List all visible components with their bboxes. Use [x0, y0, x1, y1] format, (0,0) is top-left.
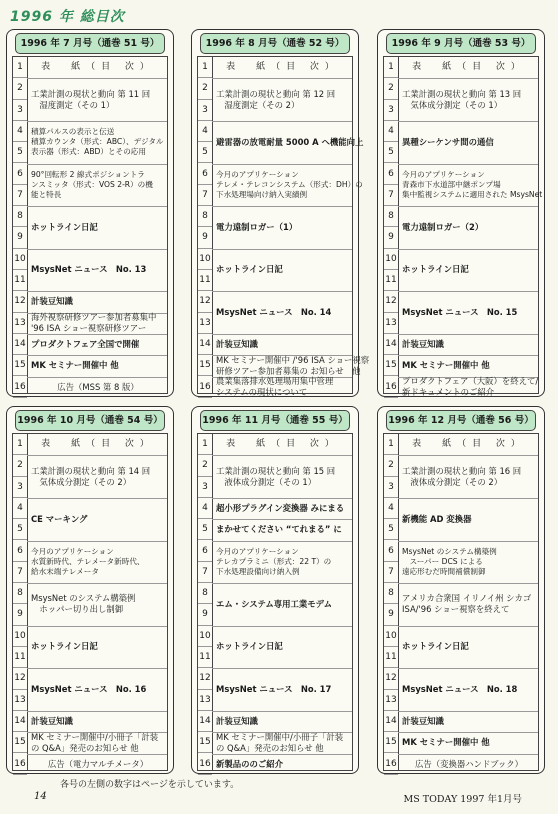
- contents-entry: [402, 249, 536, 292]
- page-number-cell: 12: [198, 291, 212, 312]
- page-number-cell: 12: [384, 668, 398, 689]
- contents-entry: [402, 668, 536, 711]
- contents-entry: [216, 455, 350, 498]
- entry-line: 計装豆知識: [31, 716, 73, 727]
- contents-entry: [31, 121, 165, 164]
- page-number-cell: 11: [13, 647, 27, 668]
- entry-line: アメリカ合衆国 イリノイ州 シカゴ: [402, 593, 532, 604]
- entry-line: 湿度測定（その 2）: [216, 99, 300, 110]
- entry-line: 遠応形むだ時間補償制御: [402, 566, 486, 576]
- contents-entry: [216, 668, 350, 711]
- page-number-cell: 16: [13, 377, 27, 398]
- contents-entry: [31, 754, 165, 775]
- entry-line: 広告（電力マルチメータ）: [47, 758, 149, 769]
- contents-entry: [216, 434, 350, 455]
- page-number-cell: 10: [13, 626, 27, 647]
- entry-line: ホッパー切り出し制御: [31, 604, 124, 615]
- contents-table: [383, 433, 539, 771]
- contents-entry: [216, 732, 350, 753]
- page-number-cell: 11: [13, 270, 27, 291]
- page-number-cell: 8: [13, 206, 27, 227]
- contents-entry: [31, 434, 165, 455]
- entry-line: 今月のアプリケーション: [216, 546, 299, 556]
- contents-entry: [402, 376, 539, 398]
- page-number-cell: 5: [198, 142, 212, 163]
- page-number-cell: 5: [384, 142, 398, 163]
- entry-line: MsysNet ニュース No. 17: [216, 684, 332, 695]
- footer-note: 各号の左側の数字はページを示しています。: [60, 780, 240, 790]
- page-number-cell: 7: [384, 562, 398, 583]
- entry-line: の Q&A」発売のお知らせ 他: [216, 742, 324, 753]
- contents-entry: [402, 121, 536, 164]
- page-number-cell: 2: [384, 455, 398, 476]
- page-number-cell: 6: [198, 164, 212, 185]
- page-number-cell: 15: [384, 355, 398, 376]
- contents-entry: [31, 164, 165, 207]
- contents-entry: [402, 355, 536, 376]
- entry-line: MK セミナー開催中 他: [402, 360, 490, 371]
- entry-line: 表 紙（目 次）: [226, 62, 340, 73]
- entry-line: MK セミナー開催中 他: [402, 737, 490, 748]
- entry-line: 計装豆知識: [216, 716, 258, 727]
- entry-line: 表 紙（目 次）: [412, 439, 526, 450]
- page-number-cell: 9: [198, 227, 212, 248]
- contents-entry: [31, 291, 165, 312]
- page-number-cell: 14: [198, 334, 212, 355]
- page-number-column: [13, 434, 28, 770]
- page-number-cell: 7: [13, 185, 27, 206]
- contents-entry: [402, 455, 536, 498]
- entry-line: ホットライン日記: [402, 264, 469, 275]
- contents-entry: [31, 334, 165, 355]
- page-number-cell: 9: [13, 227, 27, 248]
- contents-entry: [216, 291, 350, 334]
- page-number-cell: 16: [384, 377, 398, 398]
- entry-line: 表 紙（目 次）: [41, 62, 155, 73]
- entry-line: エム・システム専用工業モデム: [216, 598, 332, 609]
- entry-line: ホットライン日記: [31, 221, 98, 232]
- page-number-cell: 1: [198, 434, 212, 455]
- entry-line: 研修ツアー参加者募集の お知らせ 他: [216, 365, 361, 376]
- page-number-cell: 15: [13, 355, 27, 376]
- contents-entry: [402, 78, 536, 121]
- page-number-cell: 16: [13, 754, 27, 775]
- contents-entry: [216, 583, 350, 626]
- contents-entry: [31, 541, 165, 584]
- contents-table: [383, 56, 543, 398]
- contents-entry: [216, 78, 350, 121]
- entry-line: MsysNet のシステム構築例: [31, 593, 136, 604]
- entry-line: 表示器（形式：ABD）とその応用: [31, 147, 146, 157]
- page-number-cell: 10: [198, 626, 212, 647]
- contents-table: [197, 56, 370, 398]
- page-number-cell: 13: [384, 313, 398, 334]
- contents-entry: [31, 626, 165, 669]
- page-number-cell: 6: [13, 541, 27, 562]
- entry-line: ンスミッタ（形式：VOS 2-R）の機: [31, 179, 153, 189]
- contents-entry: [216, 57, 350, 78]
- page-number-cell: 3: [198, 100, 212, 121]
- page-number-cell: 10: [198, 249, 212, 270]
- contents-entry: [216, 334, 350, 355]
- entry-line: ホットライン日記: [402, 641, 469, 652]
- page-number-cell: 8: [384, 583, 398, 604]
- page-number-column: [384, 434, 399, 770]
- entry-line: 広告（変換器ハンドブック）: [414, 758, 524, 769]
- page-number-cell: 16: [198, 377, 212, 398]
- contents-entry: [402, 626, 536, 669]
- page-number-cell: 16: [198, 754, 212, 775]
- page-number-cell: 5: [384, 519, 398, 540]
- contents-table: [12, 433, 168, 771]
- issue-header: 1996 年 8 月号（通巻 52 号）: [200, 33, 350, 54]
- contents-entry: [31, 206, 165, 249]
- entry-line: ホットライン日記: [216, 264, 283, 275]
- entry-line: 異種シーケンサ間の通信: [402, 136, 494, 147]
- entry-line: 表 紙（目 次）: [412, 62, 526, 73]
- entry-line: 農業集落排水処理場用集中管理: [216, 376, 334, 387]
- contents-entry: [402, 541, 536, 584]
- entry-line: 新ドキュメントのご紹介: [402, 387, 495, 398]
- issue-panel: [191, 406, 359, 774]
- entry-line: 工業計測の現状と動向 第 11 回: [31, 88, 151, 99]
- entry-line: 新製品ののご紹介: [216, 758, 283, 769]
- page-number-cell: 13: [13, 313, 27, 334]
- contents-entry: [31, 57, 165, 78]
- contents-entry: [402, 583, 536, 626]
- page-number-cell: 14: [13, 711, 27, 732]
- page-number-cell: 10: [13, 249, 27, 270]
- page-number-cell: 1: [13, 57, 27, 78]
- entry-line: テレメ・テレコンシステム（形式：DH）の: [216, 179, 363, 189]
- page-number-cell: 14: [13, 334, 27, 355]
- contents-entry: [216, 541, 350, 584]
- contents-entry: [31, 455, 165, 498]
- entry-line: MsysNet ニュース No. 16: [31, 684, 147, 695]
- entry-line: プロダクトフェア（大阪）を終えて/: [402, 376, 539, 387]
- page-number-cell: 5: [13, 519, 27, 540]
- page-number-cell: 16: [384, 754, 398, 775]
- entry-line: ISA/'96 ショー視察を終えて: [402, 604, 510, 615]
- entry-line: 計装豆知識: [402, 716, 444, 727]
- page-number-cell: 15: [384, 732, 398, 753]
- entry-line: 今月のアプリケーション: [216, 169, 299, 179]
- entry-line: 能と特長: [31, 189, 62, 199]
- issue-header: 1996 年 12 月号（通巻 56 号）: [386, 410, 536, 431]
- page-number: 14: [34, 791, 47, 802]
- page-number-cell: 9: [198, 604, 212, 625]
- entry-line: 気体成分測定（その 2）: [31, 476, 132, 487]
- contents-table: [12, 56, 168, 394]
- page-number-cell: 8: [384, 206, 398, 227]
- magazine-issue: MS TODAY 1997 年1月号: [403, 794, 522, 805]
- entry-line: 電力遠制ロガー（2）: [402, 221, 484, 232]
- entry-line: 下水処理場向け納入実績例: [216, 189, 308, 199]
- entry-line: 工業計測の現状と動向 第 14 回: [31, 465, 151, 476]
- entry-line: 計装豆知識: [31, 296, 73, 307]
- issue-header: 1996 年 9 月号（通巻 53 号）: [386, 33, 536, 54]
- page-number-cell: 2: [198, 78, 212, 99]
- page-number-cell: 3: [13, 477, 27, 498]
- entry-line: 工業計測の現状と動向 第 13 回: [402, 88, 522, 99]
- contents-table: [197, 433, 353, 771]
- entry-line: 液体成分測定（その 2）: [402, 476, 503, 487]
- contents-entry: [402, 498, 536, 541]
- page-number-cell: 15: [198, 732, 212, 753]
- page-number-cell: 11: [198, 647, 212, 668]
- issue-header: 1996 年 7 月号（通巻 51 号）: [15, 33, 165, 54]
- page-number-cell: 4: [384, 498, 398, 519]
- contents-entry: [402, 711, 536, 732]
- issue-header: 1996 年 10 月号（通巻 54 号）: [15, 410, 165, 431]
- entry-line: 超小形プラグイン変換器 みにまる: [216, 503, 345, 514]
- page-number-cell: 4: [13, 498, 27, 519]
- page-number-cell: 14: [198, 711, 212, 732]
- page-number-cell: 7: [384, 185, 398, 206]
- contents-entry: [31, 711, 165, 732]
- page-number-cell: 12: [13, 291, 27, 312]
- entry-line: 表 紙（目 次）: [41, 439, 155, 450]
- contents-entry: [216, 711, 350, 732]
- entry-line: MK セミナー開催中/小冊子「計装: [31, 731, 159, 742]
- page-number-column: [198, 57, 213, 393]
- page-number-cell: 2: [198, 455, 212, 476]
- entry-line: '96 ISA ショー視察研修ツアー: [31, 323, 147, 334]
- contents-entry: [402, 291, 536, 334]
- entry-line: 水質新時代、テレメータ新時代、: [31, 556, 145, 566]
- page-number-cell: 7: [198, 562, 212, 583]
- entry-line: CE マーキング: [31, 513, 88, 524]
- page-number-cell: 8: [198, 206, 212, 227]
- entry-line: 積算カウンタ（形式：ABC）、デジタル: [31, 137, 164, 147]
- entry-line: MsysNet のシステム構築例: [402, 546, 497, 556]
- contents-entry: [216, 754, 350, 775]
- page-number-cell: 8: [198, 583, 212, 604]
- entry-line: 避雷器の放電耐量 5000 A へ機能向上: [216, 136, 364, 147]
- page-number-cell: 15: [198, 355, 212, 376]
- page-number-column: [384, 57, 399, 393]
- entry-line: MK セミナー開催中 他: [31, 360, 119, 371]
- entry-line: 計装豆知識: [216, 339, 258, 350]
- entry-line: 今月のアプリケーション: [31, 546, 114, 556]
- contents-entry: [216, 206, 350, 249]
- page-number-cell: 6: [198, 541, 212, 562]
- entry-line: 広告（MSS 第 8 版）: [57, 381, 139, 392]
- page-number-cell: 4: [13, 121, 27, 142]
- contents-entry: [216, 377, 350, 398]
- page-number-cell: 2: [13, 78, 27, 99]
- entry-line: ホットライン日記: [216, 641, 283, 652]
- contents-entry: [31, 732, 165, 753]
- contents-entry: [216, 626, 350, 669]
- contents-entry: [402, 57, 536, 78]
- page-number-cell: 10: [384, 626, 398, 647]
- entry-line: 液体成分測定（その 1）: [216, 476, 317, 487]
- page-number-cell: 13: [13, 690, 27, 711]
- entry-line: 表 紙（目 次）: [226, 439, 340, 450]
- contents-entry: [402, 206, 536, 249]
- page-number-cell: 15: [13, 732, 27, 753]
- contents-entry: [216, 164, 363, 207]
- contents-entry: [31, 498, 165, 541]
- page-number-cell: 1: [384, 434, 398, 455]
- entry-line: MsysNet ニュース No. 13: [31, 264, 147, 275]
- page-number-column: [13, 57, 28, 393]
- entry-line: の Q&A」発売のお知らせ 他: [31, 742, 139, 753]
- entry-line: システムの現状について: [216, 387, 308, 398]
- contents-entry: [31, 355, 165, 376]
- page-number-column: [198, 434, 213, 770]
- entry-line: 90°回転形 2 線式ポジショントラ: [31, 169, 145, 179]
- entry-line: 集中監視システムに適用された MsysNet: [402, 189, 543, 199]
- page-number-cell: 14: [384, 711, 398, 732]
- entry-line: 気体成分測定（その 1）: [402, 99, 503, 110]
- contents-entry: [31, 583, 165, 626]
- page-number-cell: 5: [198, 519, 212, 540]
- contents-entry: [216, 519, 350, 540]
- page-number-cell: 1: [13, 434, 27, 455]
- page-number-cell: 4: [384, 121, 398, 142]
- entry-line: 工業計測の現状と動向 第 15 回: [216, 465, 336, 476]
- page-number-cell: 7: [198, 185, 212, 206]
- page-number-cell: 5: [13, 142, 27, 163]
- page-number-cell: 12: [198, 668, 212, 689]
- entry-line: テレカプラミニ（形式：22 T）の: [216, 556, 332, 566]
- issue-panel: [377, 29, 545, 397]
- issue-panel: [6, 406, 174, 774]
- entry-line: MsysNet ニュース No. 18: [402, 684, 518, 695]
- page-number-cell: 9: [384, 227, 398, 248]
- page-number-cell: 6: [384, 541, 398, 562]
- page-number-cell: 3: [384, 100, 398, 121]
- page-title: 1996 年 総目次: [10, 9, 125, 25]
- contents-entry: [31, 668, 165, 711]
- contents-entry: [402, 754, 536, 775]
- entry-line: 下水処理設備向け納入例: [216, 566, 300, 576]
- entry-line: 湿度測定（その 1）: [31, 99, 115, 110]
- page-number-cell: 2: [13, 455, 27, 476]
- page-number-cell: 8: [13, 583, 27, 604]
- page-number-cell: 1: [384, 57, 398, 78]
- page-number-cell: 13: [198, 313, 212, 334]
- page-number-cell: 3: [13, 100, 27, 121]
- contents-entry: [31, 78, 165, 121]
- page-number-cell: 9: [13, 604, 27, 625]
- page-number-cell: 11: [384, 270, 398, 291]
- contents-entry: [31, 313, 165, 334]
- contents-entry: [402, 732, 536, 753]
- page-number-cell: 7: [13, 562, 27, 583]
- page-number-cell: 3: [198, 477, 212, 498]
- entry-line: 積算パルスの表示と伝送: [31, 127, 115, 137]
- entry-line: まかせてください “てれまる” に: [216, 524, 342, 535]
- page-number-cell: 3: [384, 477, 398, 498]
- page-number-cell: 13: [198, 690, 212, 711]
- page-number-cell: 4: [198, 121, 212, 142]
- page-number-cell: 4: [198, 498, 212, 519]
- entry-line: 計装豆知識: [402, 339, 444, 350]
- contents-entry: [31, 377, 165, 398]
- issue-header: 1996 年 11 月号（通巻 55 号）: [200, 410, 350, 431]
- page-number-cell: 6: [384, 164, 398, 185]
- entry-line: MsysNet ニュース No. 14: [216, 307, 332, 318]
- page-number-cell: 11: [198, 270, 212, 291]
- page-number-cell: 14: [384, 334, 398, 355]
- page-number-cell: 9: [384, 604, 398, 625]
- issue-panel: [191, 29, 370, 398]
- entry-line: MK セミナー開催中 /'96 ISA ショー視察: [216, 354, 370, 365]
- entry-line: 青森市下水道部中継ポンプ場: [402, 179, 501, 189]
- entry-line: MK セミナー開催中/小冊子「計装: [216, 731, 344, 742]
- entry-line: ホットライン日記: [31, 641, 98, 652]
- entry-line: MsysNet ニュース No. 15: [402, 307, 518, 318]
- entry-line: 新機能 AD 変換器: [402, 513, 472, 524]
- page-number-cell: 6: [13, 164, 27, 185]
- page-number-cell: 10: [384, 249, 398, 270]
- contents-entry: [216, 354, 370, 376]
- page-number-cell: 11: [384, 647, 398, 668]
- page-number-cell: 1: [198, 57, 212, 78]
- entry-line: プロダクトフェア全国で開催: [31, 339, 140, 350]
- contents-entry: [402, 164, 543, 207]
- entry-line: 工業計測の現状と動向 第 16 回: [402, 465, 522, 476]
- page-number-cell: 2: [384, 78, 398, 99]
- contents-entry: [216, 249, 350, 292]
- entry-line: 電力遠制ロガー（1）: [216, 221, 298, 232]
- contents-entry: [31, 249, 165, 292]
- contents-entry: [216, 498, 350, 519]
- entry-line: 工業計測の現状と動向 第 12 回: [216, 88, 336, 99]
- entry-line: スーパー DCS による: [402, 556, 483, 566]
- entry-line: 給水末端テレメータ: [31, 566, 99, 576]
- page-number-cell: 12: [13, 668, 27, 689]
- entry-line: 海外視察研修ツアー参加者募集中: [31, 312, 157, 323]
- issue-panel: [6, 29, 174, 397]
- contents-entry: [402, 434, 536, 455]
- page-number-cell: 12: [384, 291, 398, 312]
- issue-panel: [377, 406, 545, 774]
- entry-line: 今月のアプリケーション: [402, 169, 485, 179]
- contents-entry: [216, 121, 364, 164]
- contents-entry: [402, 334, 536, 355]
- page-number-cell: 13: [384, 690, 398, 711]
